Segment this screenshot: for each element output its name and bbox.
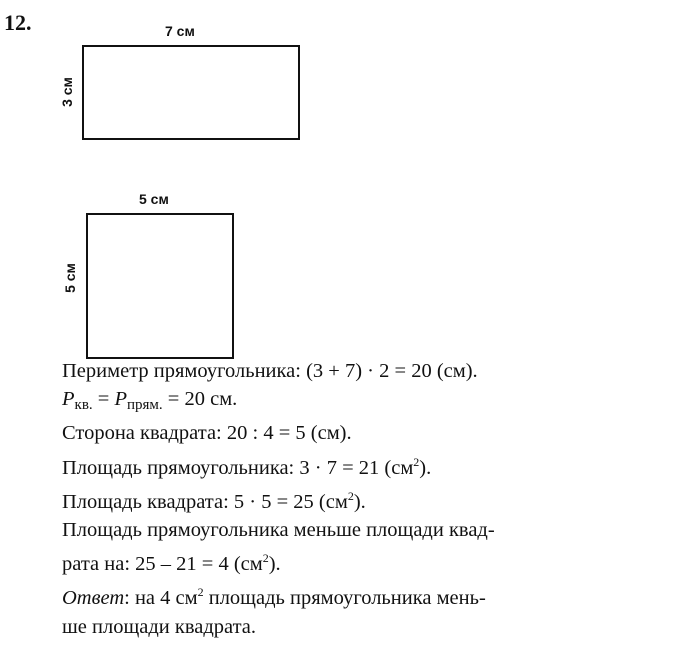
solution-line-square-side: Сторона квадрата: 20 : 4 = 5 (см). <box>62 422 352 445</box>
superscript: 2 <box>262 551 269 566</box>
line-text: Площадь прямоугольника: 3 · 7 = 21 (см <box>62 456 414 479</box>
line-end: площадь прямоугольника мень- <box>203 587 486 610</box>
subscript-pryam: прям. <box>127 397 163 414</box>
line-text: Площадь квадрата: 5 · 5 = 25 (см <box>62 490 348 513</box>
line-text: : на 4 см <box>124 587 198 610</box>
solution-line-answer <box>62 578 700 612</box>
solution-line-rect-area <box>62 448 700 482</box>
superscript: 2 <box>347 488 354 503</box>
solution-line-perimeter: Периметр прямоугольника: (3 + 7) · 2 = 20 (см). <box>62 360 478 382</box>
line-end: ). <box>353 490 366 513</box>
solution-line-difference <box>62 544 700 578</box>
p-symbol: P <box>62 388 75 411</box>
line-end: ). <box>268 553 281 576</box>
problem-number: 12. <box>4 10 32 35</box>
square-shape <box>86 213 234 359</box>
answer-label: Ответ <box>62 587 125 610</box>
line-text: рата на: 25 – 21 = 4 (см <box>62 553 263 576</box>
equals: = <box>92 388 115 411</box>
rectangle-top-label: 7 см <box>165 23 195 39</box>
p-symbol: P <box>114 388 127 411</box>
subscript-kv: кв. <box>74 397 93 414</box>
line-end: ). <box>419 456 432 479</box>
superscript: 2 <box>413 454 420 469</box>
rectangle-side-label: 3 см <box>58 77 75 107</box>
rectangle-shape <box>82 45 300 140</box>
solution-line-comparison: Площадь прямоугольника меньше площади квад- <box>62 519 495 542</box>
square-side-label: 5 см <box>61 263 78 293</box>
solution-line-equal-perimeters <box>62 385 700 419</box>
solution-line-answer-cont: ше площади квадрата. <box>62 615 257 638</box>
solution-line-square-area <box>62 482 700 516</box>
square-top-label: 5 см <box>139 191 169 207</box>
line-rest: = 20 см. <box>162 388 238 411</box>
superscript: 2 <box>197 585 204 600</box>
solution-text <box>62 357 700 641</box>
